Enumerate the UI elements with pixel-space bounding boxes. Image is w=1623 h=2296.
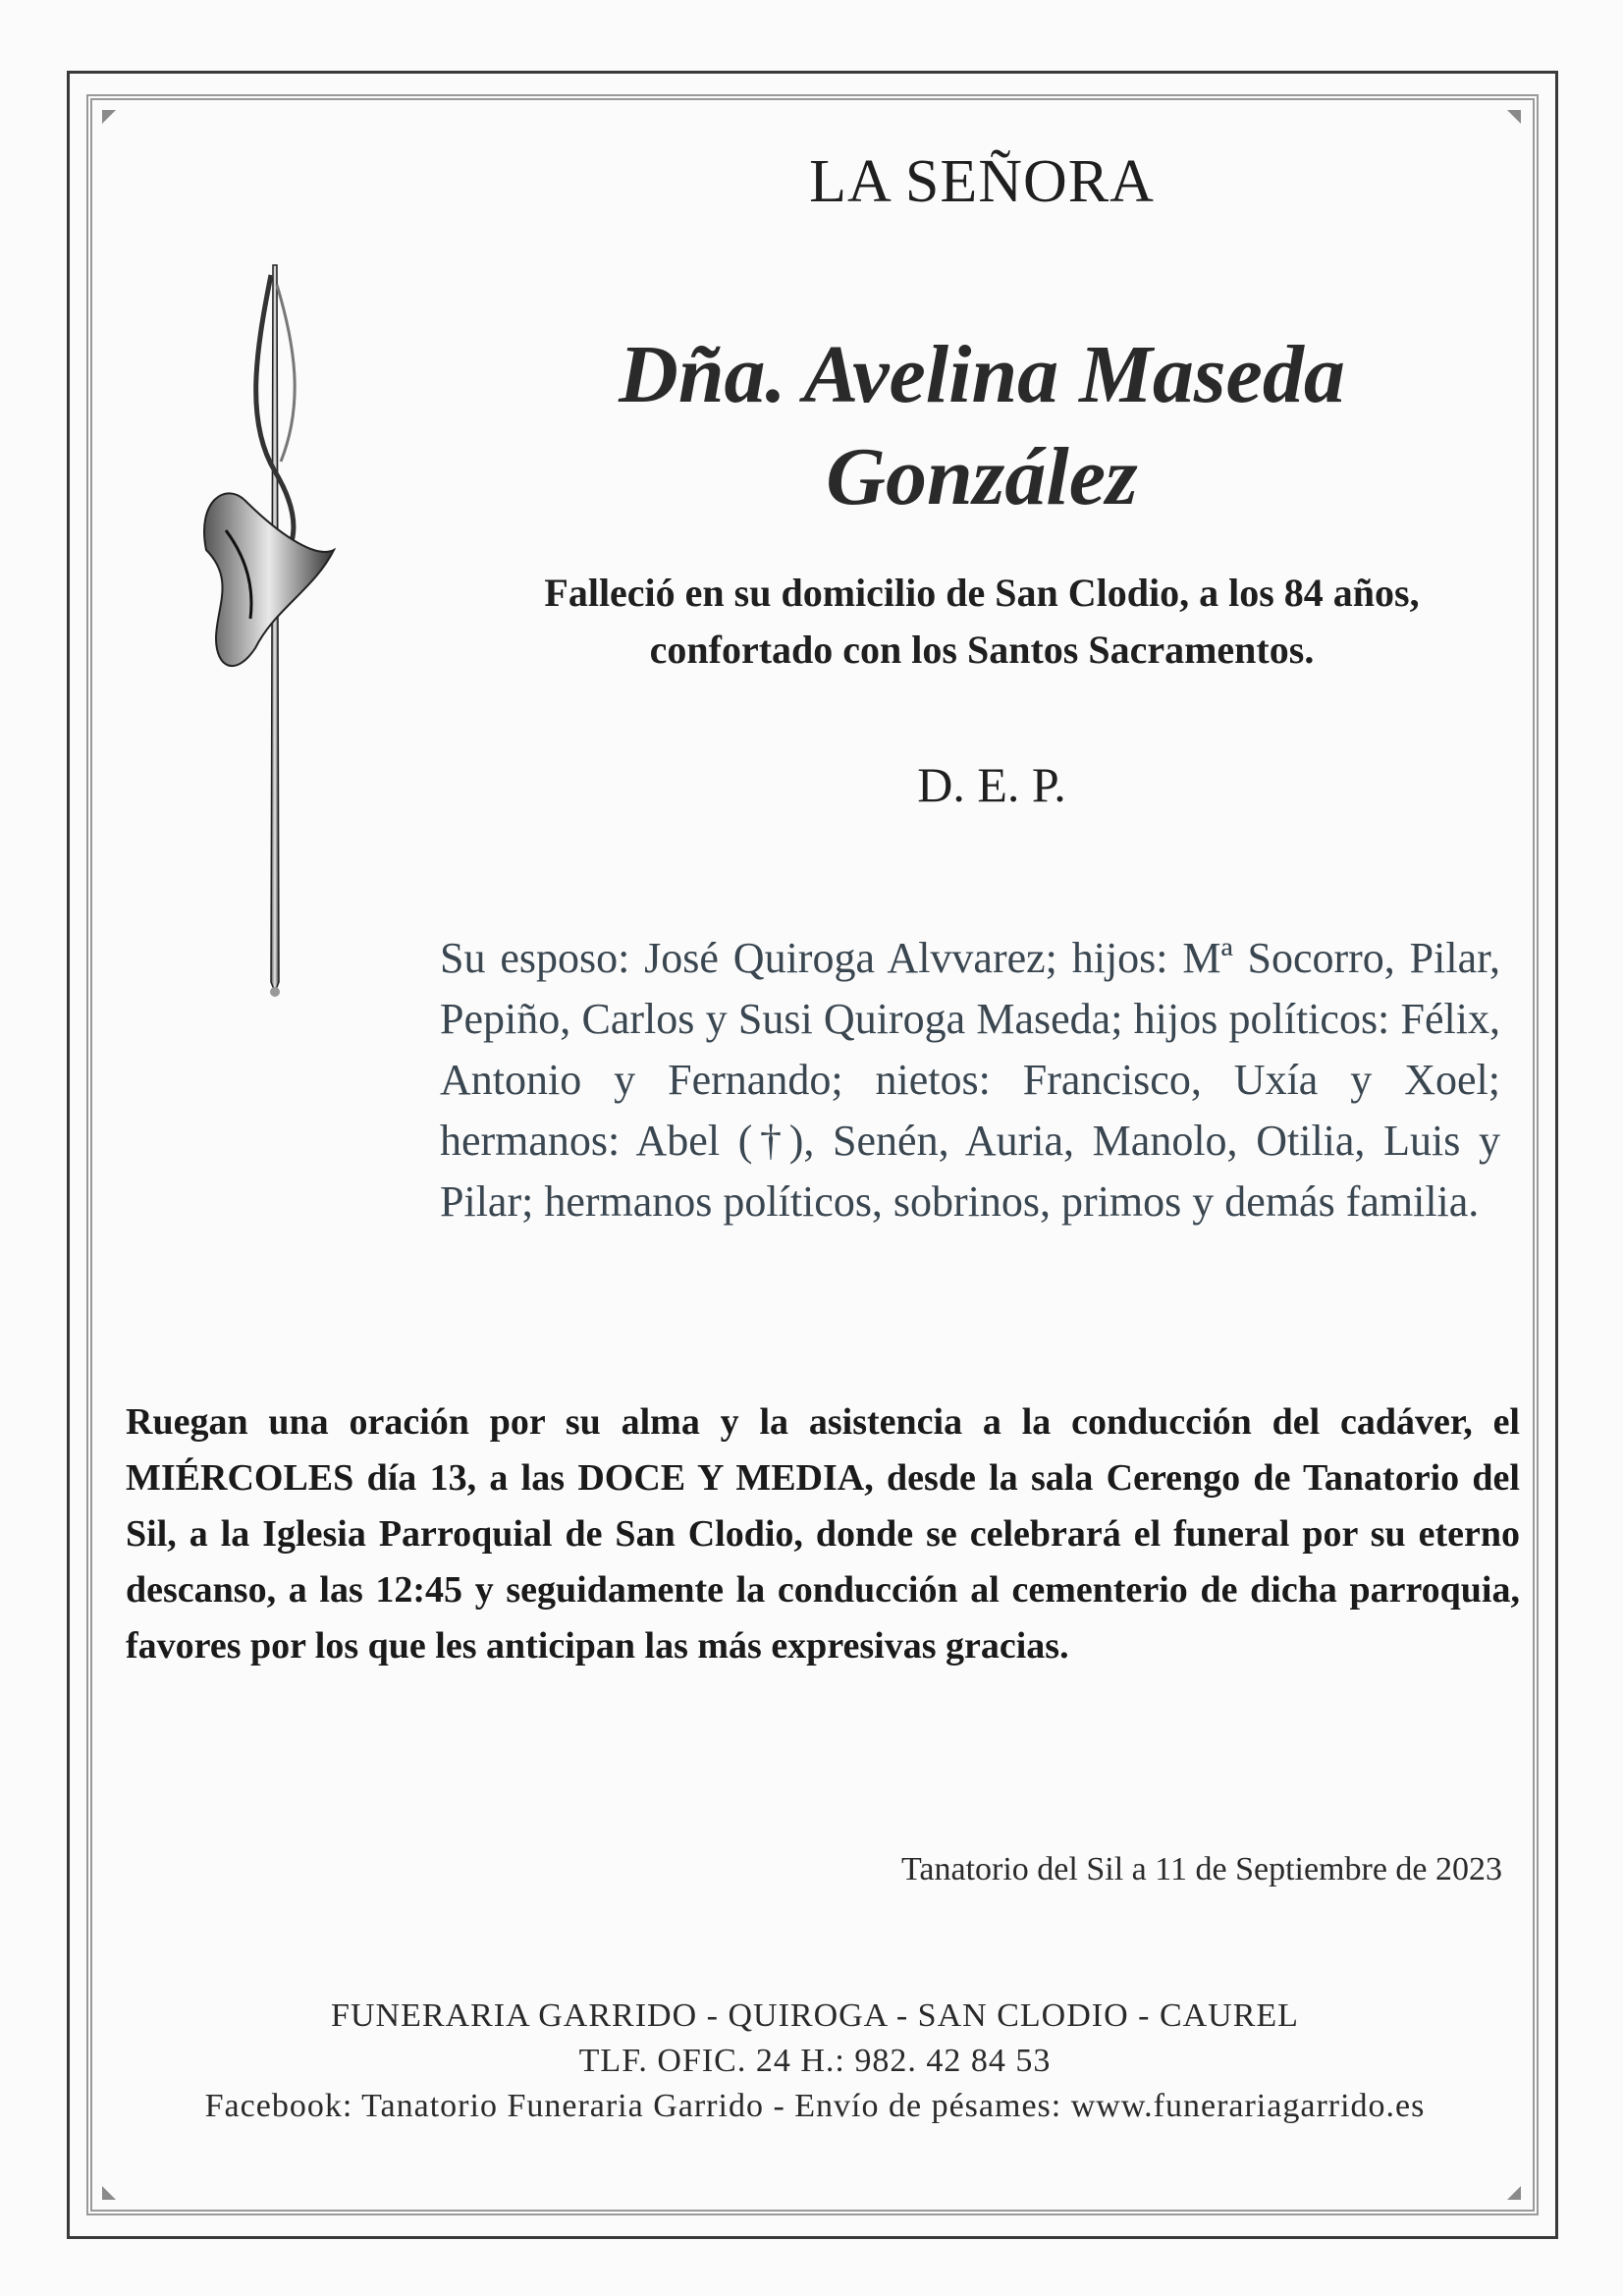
- name-line-1: Dña. Avelina Maseda: [619, 329, 1345, 420]
- cross-ribbon-icon: [187, 255, 344, 1002]
- corner-ornament-top-left: [102, 110, 116, 124]
- ceremony-paragraph: Ruegan una oración por su alma y la asistencia a la conducción del cadáver, el MIÉRCOLES día 13, a las DOCE Y MEDIA, desde la sala Cerengo de Tanatorio del Sil, a la Iglesia Parroquial de San Clodio, donde se celebrará el funeral por su eterno descanso, a las 12:45 y seguidamente la conducción al cementerio de dicha parroquia, favores por los que les anticipan las más expresivas gracias.: [126, 1401, 1520, 1667]
- page-title: LA SEÑORA: [809, 148, 1155, 215]
- dep-abbreviation: D. E. P.: [917, 757, 1066, 812]
- footer-line-1: FUNERARIA GARRIDO - QUIROGA - SAN CLODIO - CAUREL: [331, 1997, 1299, 2034]
- death-line-1: Falleció en su domicilio de San Clodio, a los 84 años,: [544, 571, 1420, 615]
- corner-ornament-top-right: [1507, 110, 1521, 124]
- funeral-home-footer: [147, 1994, 1483, 2129]
- name-line-2: González: [826, 431, 1138, 522]
- corner-ornament-bottom-right: [1507, 2186, 1521, 2200]
- family-paragraph: Su esposo: José Quiroga Alvvarez; hijos: Mª Socorro, Pilar, Pepiño, Carlos y Susi Quiroga Maseda; hijos políticos: Félix, Antonio y Fernando; nietos: Francisco, Uxía y Xoel; hermanos: Abel (†), Senén, Auria, Manolo, Otilia, Luis y Pilar; hermanos políticos, sobrinos, primos y demás familia.: [440, 934, 1500, 1226]
- corner-ornament-bottom-left: [102, 2186, 116, 2200]
- footer-line-2: TLF. OFIC. 24 H.: 982. 42 84 53: [578, 2043, 1052, 2079]
- footer-line-3: Facebook: Tanatorio Funeraria Garrido - Envío de pésames: www.funerariagarrido.es: [204, 2088, 1426, 2124]
- death-line-2: confortado con los Santos Sacramentos.: [649, 628, 1315, 672]
- death-notice: [461, 565, 1502, 679]
- deceased-name: [471, 324, 1492, 528]
- date-line: Tanatorio del Sil a 11 de Septiembre de 2023: [901, 1851, 1502, 1887]
